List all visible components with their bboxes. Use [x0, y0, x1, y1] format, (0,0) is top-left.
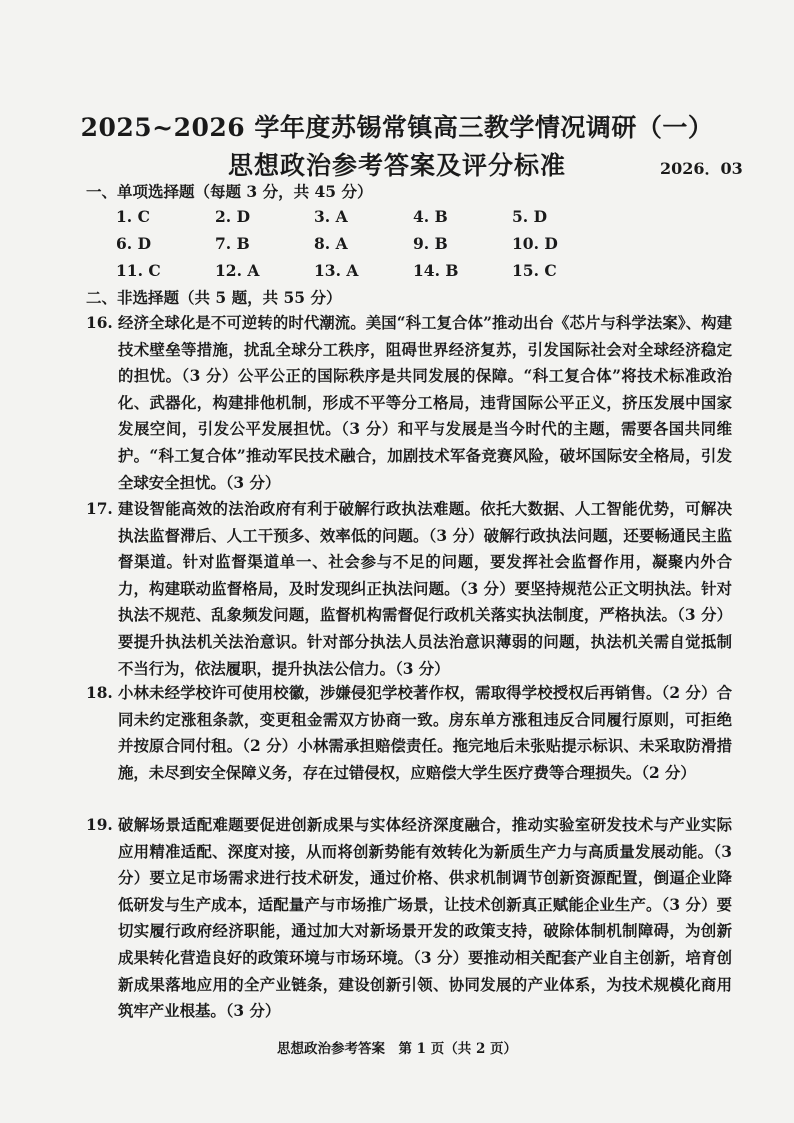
choice-answer: 4. B [413, 207, 448, 226]
page-footer: 思想政治参考答案 第 1 页（共 2 页） [276, 1041, 518, 1057]
question-number: 17. [86, 500, 113, 518]
choice-answer: 5. D [512, 207, 548, 226]
choice-answer: 3. A [314, 207, 348, 226]
question-16 [86, 310, 732, 496]
question-number: 18. [86, 684, 113, 702]
choice-answer: 10. D [512, 234, 558, 253]
choice-answer: 8. A [314, 234, 348, 253]
section-heading-choice: 一、单项选择题（每题 3 分，共 45 分） [86, 182, 373, 201]
question-18 [86, 680, 732, 786]
page-title: 2025~2026 学年度苏锡常镇高三教学情况调研（一） [80, 113, 714, 142]
question-answer-text: 建设智能高效的法治政府有利于破解行政执法难题。依托大数据、人工智能优势，可解决执法监督滞后、人工干预多、效率低的问题。（3 分）破解行政执法问题，还要畅通民主监督渠道。针对监督渠道单一、社会参与不足的问题，要发挥社会监督作用，凝聚内外合力，构建联动监督格局，及时发现纠正执法问题。（3 分）要坚持规范公正文明执法。针对执法不规范、乱象频发问题，监督机构需督促行政机关落实执法制度，严格执法。（3 分）要提升执法机关法治意识。针对部分执法人员法治意识薄弱的问题，执法机关需自觉抵制不当行为，依法履职，提升执法公信力。（3 分） [118, 500, 732, 678]
choice-answer: 6. D [116, 234, 152, 253]
choice-answer: 7. B [215, 234, 250, 253]
choice-answer: 2. D [215, 207, 251, 226]
choice-answer: 9. B [413, 234, 448, 253]
choice-answer: 14. B [413, 261, 459, 280]
page-subtitle: 思想政治参考答案及评分标准 [227, 151, 566, 180]
choice-answer-grid [116, 206, 676, 282]
question-answer-text: 经济全球化是不可逆转的时代潮流。美国“科工复合体”推动出台《芯片与科学法案》、构建技术壁垒等措施，扰乱全球分工秩序，阻碍世界经济复苏，引发国际社会对全球经济稳定的担忧。（3 分）公平公正的国际秩序是共同发展的保障。“科工复合体”将技术标准政治化、武器化，构建排他机制，形成不平等分工格局，违背国际公平正义，挤压发展中国家发展空间，引发公平发展担忧。（3 分）和平与发展是当今时代的主题，需要各国共同维护。“科工复合体”推动军民技术融合，加剧技术军备竞赛风险，破坏国际安全格局，引发全球安全担忧。（3 分） [118, 314, 732, 492]
question-answer-text: 小林未经学校许可使用校徽，涉嫌侵犯学校著作权，需取得学校授权后再销售。（2 分）合同未约定涨租条款，变更租金需双方协商一致。房东单方涨租违反合同履行原则，可拒绝并按原合同付租。（2 分）小林需承担赔偿责任。拖完地后未张贴提示标识、未采取防滑措施，未尽到安全保障义务，存在过错侵权，应赔偿大学生医疗费等合理损失。（2 分） [118, 684, 732, 782]
question-number: 16. [86, 314, 113, 332]
choice-answer: 1. C [116, 207, 150, 226]
question-19 [86, 812, 732, 1025]
choice-answer: 15. C [512, 261, 557, 280]
choice-answer: 13. A [314, 261, 359, 280]
question-number: 19. [86, 816, 113, 834]
question-answer-text: 破解场景适配难题要促进创新成果与实体经济深度融合，推动实验室研发技术与产业实际应用精准适配、深度对接，从而将创新势能有效转化为新质生产力与高质量发展动能。（3 分）要立足市场需求进行技术研发，通过价格、供求机制调节创新资源配置，倒逼企业降低研发与生产成本，适配量产与市场推广场景，让技术创新真正赋能企业生产。（3 分）要切实履行政府经济职能，通过加大对新场景开发的政策支持，破除体制机制障碍，为创新成果转化营造良好的政策环境与市场环境。（3 分）要推动相关配套产业自主创新，培育创新成果落地应用的全产业链条，建设创新引领、协同发展的产业体系，为技术规模化商用筑牢产业根基。（3 分） [118, 816, 732, 1021]
exam-date: 2026．03 [660, 159, 743, 178]
choice-answer: 11. C [116, 261, 161, 280]
choice-answer: 12. A [215, 261, 260, 280]
section-heading-essay: 二、非选择题（共 5 题，共 55 分） [86, 288, 342, 307]
question-17 [86, 496, 732, 682]
